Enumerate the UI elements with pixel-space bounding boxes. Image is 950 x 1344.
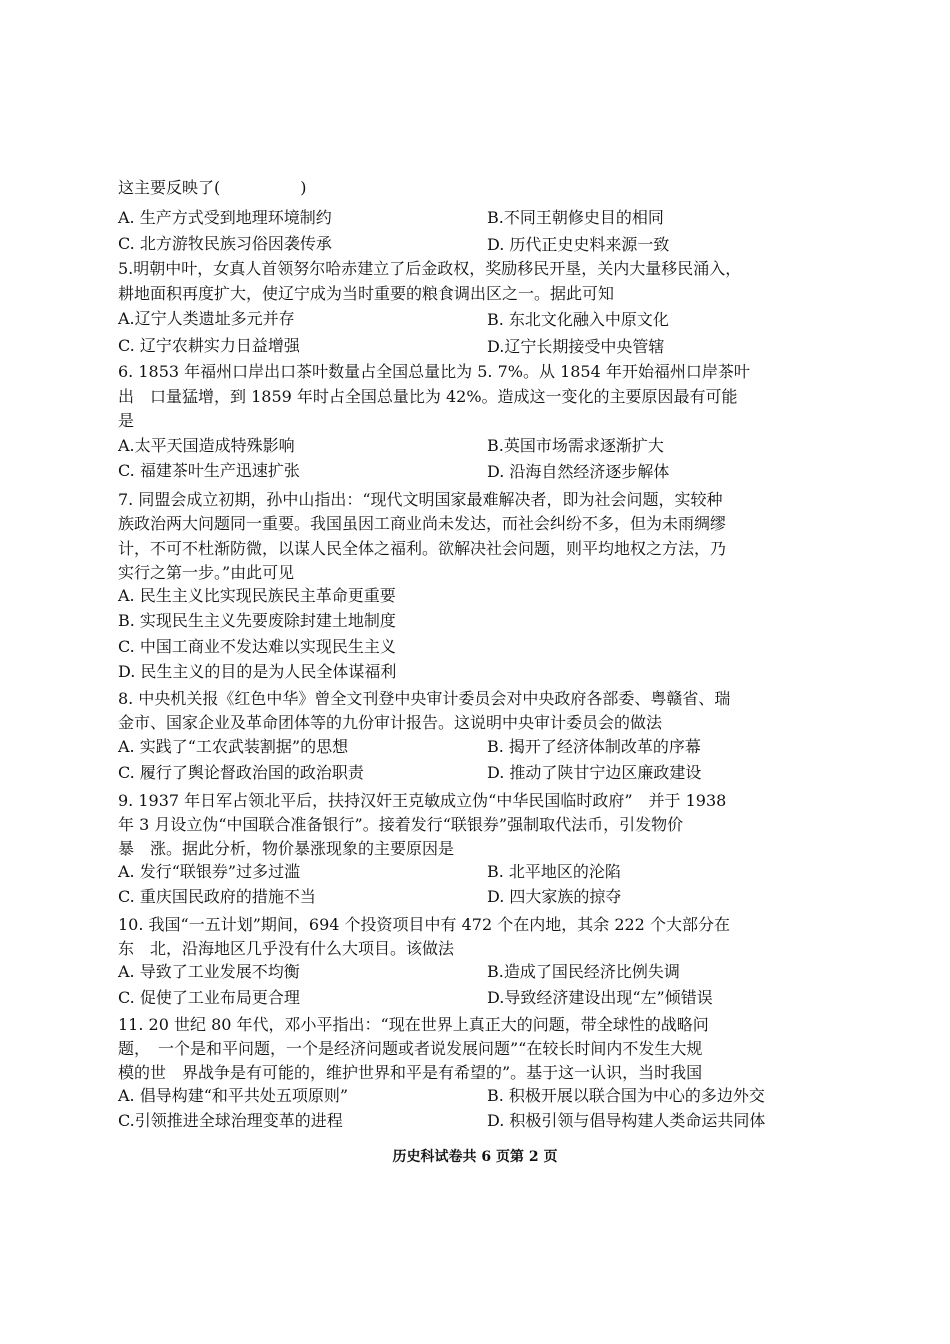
option-d: D. 四大家族的掠夺 (487, 887, 622, 906)
question-11-line-2: 题， 一个是和平问题，一个是经济问题或者说发展问题”“在较长时间内不发生大规 (118, 1039, 703, 1058)
question-11-line-1: 11. 20 世纪 80 年代，邓小平指出：“现在世界上真正大的问题，带全球性的战略问 (118, 1015, 709, 1034)
option-c: C. 北方游牧民族习俗因袭传承 (118, 234, 332, 253)
option-a: A. 倡导构建“和平共处五项原则” (118, 1086, 349, 1105)
question-7-line-4: 实行之第一步。”由此可见 (118, 563, 295, 582)
option-d: D. 民生主义的目的是为人民全体谋福利 (118, 662, 397, 681)
page-footer: 历史科试卷共 6 页第 2 页 (392, 1149, 558, 1165)
option-a: A. 发行“联银券”过多过滥 (118, 862, 301, 881)
option-d: D.辽宁长期接受中央管辖 (487, 337, 665, 356)
option-b: B.英国市场需求逐渐扩大 (487, 436, 664, 455)
question-7-line-3: 计，不可不杜渐防微，以谋人民全体之福利。欲解决社会问题，则平均地权之方法，乃 (118, 539, 727, 558)
option-a: A.太平天国造成特殊影响 (118, 436, 295, 455)
option-c: C. 促使了工业布局更合理 (118, 988, 300, 1007)
option-c: C. 履行了舆论督政治国的政治职责 (118, 763, 364, 782)
question-9-line-2: 年 3 月设立伪“中国联合准备银行”。接着发行“联银券”强制取代法币，引发物价 (118, 815, 684, 834)
question-6-line-3: 是 (118, 411, 135, 430)
option-b: B.造成了国民经济比例失调 (487, 962, 680, 981)
option-d: D. 沿海自然经济逐步解体 (487, 462, 670, 481)
question-6-line-1: 6. 1853 年福州口岸出口茶叶数量占全国总量比为 5. 7%。从 1854 年开始福州口岸茶叶 (118, 362, 750, 381)
option-b: B. 实现民生主义先要废除封建土地制度 (118, 611, 396, 630)
option-a: A. 民生主义比实现民族民主革命更重要 (118, 586, 396, 605)
option-b: B.不同王朝修史目的相同 (487, 208, 664, 227)
option-b: B. 积极开展以联合国为中心的多边外交 (487, 1086, 765, 1105)
option-b: B. 北平地区的沦陷 (487, 862, 621, 881)
question-10-line-2: 东 北，沿海地区几乎没有什么大项目。该做法 (118, 939, 455, 958)
option-b: B. 东北文化融入中原文化 (487, 310, 669, 329)
question-8-line-1: 8. 中央机关报《红色中华》曾全文刊登中央审计委员会对中央政府各部委、粤赣省、瑞 (118, 689, 731, 708)
question-8-line-2: 金市、国家企业及革命团体等的九份审计报告。这说明中央审计委员会的做法 (118, 713, 663, 732)
option-d: D. 历代正史史料来源一致 (487, 235, 670, 254)
question-5-line-2: 耕地面积再度扩大，使辽宁成为当时重要的粮食调出区之一。据此可知 (118, 284, 615, 303)
option-a: A. 实践了“工农武装割据”的思想 (118, 737, 349, 756)
option-d: D. 推动了陕甘宁边区廉政建设 (487, 763, 702, 782)
option-c: C. 福建茶叶生产迅速扩张 (118, 461, 300, 480)
question-7-line-1: 7. 同盟会成立初期，孙中山指出：“现代文明国家最难解决者，即为社会问题，实较种 (118, 490, 723, 509)
option-a: A.辽宁人类遗址多元并存 (118, 309, 295, 328)
option-c: C.引领推进全球治理变革的进程 (118, 1111, 343, 1130)
option-c: C. 中国工商业不发达难以实现民生主义 (118, 637, 396, 656)
question-11-line-3: 模的世 界战争是有可能的，维护世界和平是有希望的”。基于这一认识，当时我国 (118, 1063, 703, 1082)
option-b: B. 揭开了经济体制改革的序幕 (487, 737, 701, 756)
question-6-line-2: 出 口量猛增，到 1859 年时占全国总量比为 42%。造成这一变化的主要原因最有可能 (118, 387, 738, 406)
question-stem: 这主要反映了( ) (118, 178, 307, 197)
question-9-line-1: 9. 1937 年日军占领北平后，扶持汉奸王克敏成立伪“中华民国临时政府” 并于 1938 (118, 791, 727, 810)
option-a: A. 生产方式受到地理环境制约 (118, 208, 332, 227)
question-9-line-3: 暴 涨。据此分析，物价暴涨现象的主要原因是 (118, 839, 455, 858)
question-10-line-1: 10. 我国“一五计划”期间，694 个投资项目中有 472 个在内地，其余 222 个大部分在 (118, 915, 730, 934)
option-d: D.导致经济建设出现“左”倾错误 (487, 988, 713, 1007)
option-d: D. 积极引领与倡导构建人类命运共同体 (487, 1111, 766, 1130)
option-a: A. 导致了工业发展不均衡 (118, 962, 300, 981)
option-c: C. 重庆国民政府的措施不当 (118, 887, 316, 906)
question-7-line-2: 族政治两大问题同一重要。我国虽因工商业尚未发达，而社会纠纷不多，但为未雨绸缪 (118, 514, 727, 533)
option-c: C. 辽宁农耕实力日益增强 (118, 336, 300, 355)
question-5-line-1: 5.明朝中叶，女真人首领努尔哈赤建立了后金政权，奖励移民开垦，关内大量移民涌入， (118, 259, 742, 278)
